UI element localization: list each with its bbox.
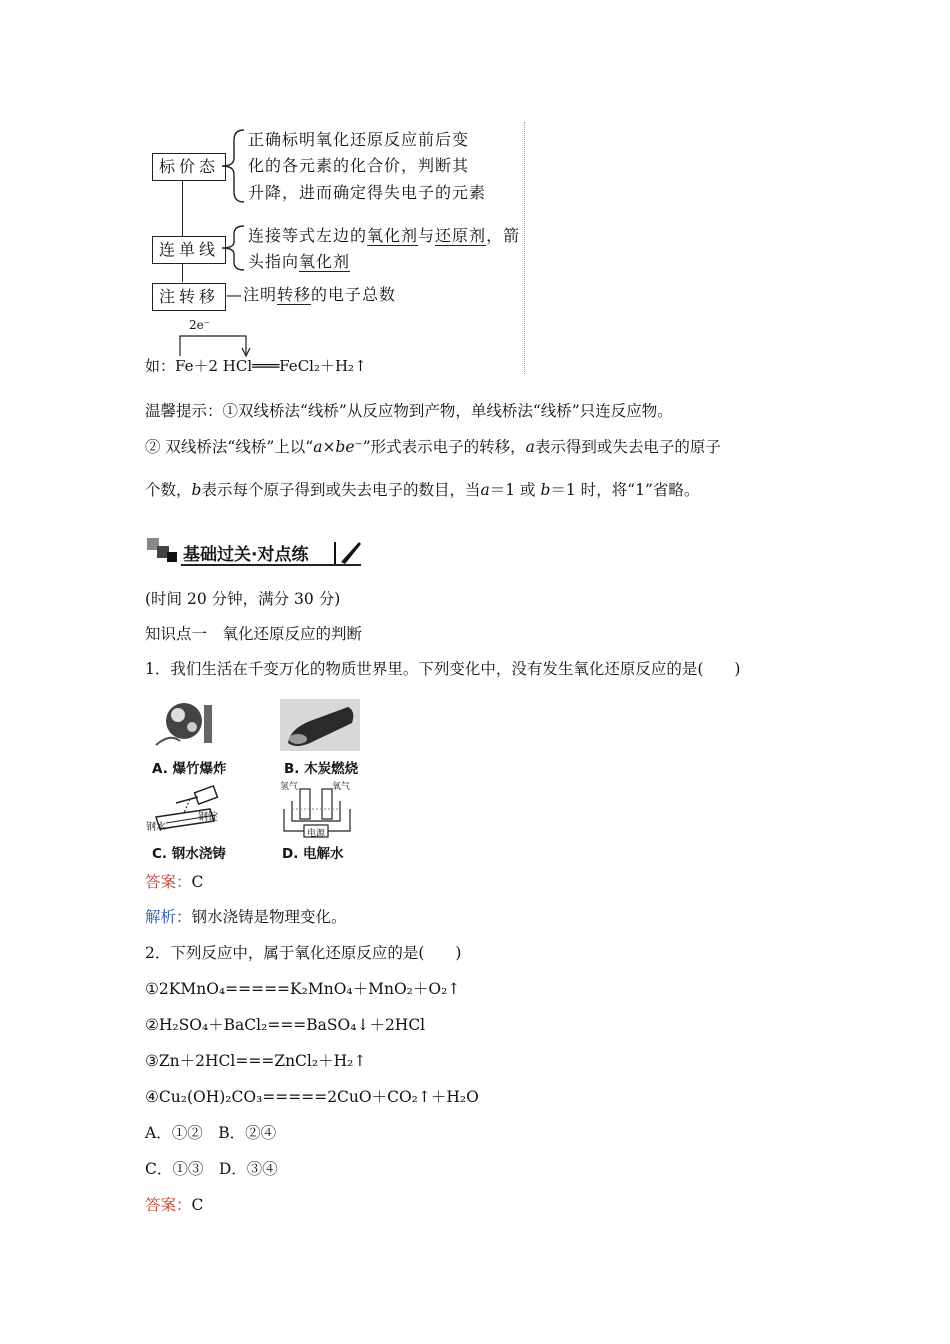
tip-line2 <box>145 436 721 458</box>
underlined-reductant: 还原剂 <box>435 226 487 245</box>
connector-line <box>182 180 183 282</box>
knowledge-point: 知识点一 氧化还原反应的判断 <box>145 625 363 643</box>
box2-text-line1 <box>248 222 520 250</box>
option-d-caption: D. 电解水 <box>282 846 344 862</box>
box1-text-line1: 正确标明氧化还原反应前后变 <box>248 130 470 149</box>
electron-arrow <box>176 330 256 358</box>
box-connect-line: 连单线 <box>152 236 226 264</box>
underlined-oxidant: 氧化剂 <box>367 226 419 245</box>
formula-segment: a×be⁻ <box>313 438 363 456</box>
question-2-stem: 2．下列反应中，属于氧化还原反应的是( ) <box>145 944 462 962</box>
box1-text-line3: 升降，进而确定得失电子的元素 <box>248 183 487 202</box>
section-banner <box>145 536 363 566</box>
box2-text-line2 <box>248 248 350 276</box>
variable-b: b <box>191 481 202 499</box>
answer-label: 答案： <box>145 1196 192 1214</box>
text-segment: ＝1 或 <box>489 481 541 499</box>
box1-text-line2: 化的各元素的化合价，判断其 <box>248 156 470 175</box>
label-power-source: 电源 <box>307 829 326 839</box>
banner-pen-icon <box>331 538 363 566</box>
tip-line3 <box>145 479 699 501</box>
text-segment: ，箭 <box>486 226 521 245</box>
analysis-label: 解析： <box>145 908 192 926</box>
reaction-3: ③Zn＋2HCl===ZnCl₂＋H₂↑ <box>145 1052 367 1070</box>
text-segment: ＝1 时，将“1”省略。 <box>550 481 700 499</box>
q2-options-row1: A．①② B．②④ <box>145 1124 277 1142</box>
electron-count-label: 2e⁻ <box>189 318 211 332</box>
q1-analysis <box>145 906 347 928</box>
reaction-2: ②H₂SO₄＋BaCl₂===BaSO₄↓＋2HCl <box>145 1016 426 1034</box>
q2-answer <box>145 1194 203 1216</box>
text-segment: ”形式表示电子的转移， <box>362 438 526 456</box>
question-1-stem: 1．我们生活在千变万化的物质世界里。下列变化中，没有发生氧化还原反应的是( ) <box>145 660 741 678</box>
underlined-transfer: 转移 <box>277 285 312 304</box>
text-segment: 与 <box>418 226 436 245</box>
reaction-4: ④Cu₂(OH)₂CO₃=====2CuO＋CO₂↑＋H₂O <box>145 1088 479 1106</box>
option-a-caption: A. 爆竹爆炸 <box>152 761 227 777</box>
charcoal-image <box>280 699 360 751</box>
text-segment: 表示每个原子得到或失去电子的数目，当 <box>201 481 481 499</box>
label-steel-ingot: 钢锭 <box>198 812 218 823</box>
time-note: (时间 20 分钟，满分 30 分) <box>145 590 341 608</box>
box-mark-valence: 标价态 <box>152 153 226 181</box>
text-segment: 头指向 <box>248 252 300 271</box>
variable-a: a <box>480 481 490 499</box>
option-b-caption: B. 木炭燃烧 <box>284 761 359 777</box>
underlined-oxidant: 氧化剂 <box>299 252 351 271</box>
banner-squares-icon <box>145 536 181 566</box>
q1-answer <box>145 871 203 893</box>
text-segment: ② 双线桥法“线桥”上以“ <box>145 438 314 456</box>
brace-2 <box>218 222 248 274</box>
box-note-transfer: 注转移 <box>152 283 226 311</box>
label-hydrogen: 氢气 <box>280 782 299 792</box>
text-segment: 的电子总数 <box>311 285 397 304</box>
label-steel-water: 钢水 <box>146 822 166 833</box>
analysis-text: 钢水浇铸是物理变化。 <box>191 908 347 926</box>
dotted-divider <box>524 122 525 374</box>
answer-value: C <box>191 1196 204 1214</box>
q2-options-row2: C．①③ D．③④ <box>145 1160 278 1178</box>
tip-line1: 温馨提示：①双线桥法“线桥”从反应物到产物，单线桥法“线桥”只连反应物。 <box>145 402 673 420</box>
text-segment: 表示得到或失去电子的原子 <box>534 438 721 456</box>
answer-value: C <box>191 873 204 891</box>
text-segment: 连接等式左边的 <box>248 226 368 245</box>
brace-1 <box>218 126 248 206</box>
variable-b: b <box>540 481 551 499</box>
reaction-1: ①2KMnO₄=====K₂MnO₄＋MnO₂＋O₂↑ <box>145 980 461 998</box>
variable-a: a <box>525 438 535 456</box>
text-segment: 个数， <box>145 481 192 499</box>
section-title: 基础过关·对点练 <box>183 545 309 565</box>
firecracker-image <box>150 697 228 753</box>
example-equation: 如：Fe＋2 HCl═══FeCl₂＋H₂↑ <box>145 357 367 375</box>
option-c-caption: C. 钢水浇铸 <box>152 846 226 862</box>
text-segment: —注明 <box>226 285 278 304</box>
label-oxygen: 氧气 <box>332 782 351 792</box>
answer-label: 答案： <box>145 873 192 891</box>
box3-text <box>226 281 396 309</box>
